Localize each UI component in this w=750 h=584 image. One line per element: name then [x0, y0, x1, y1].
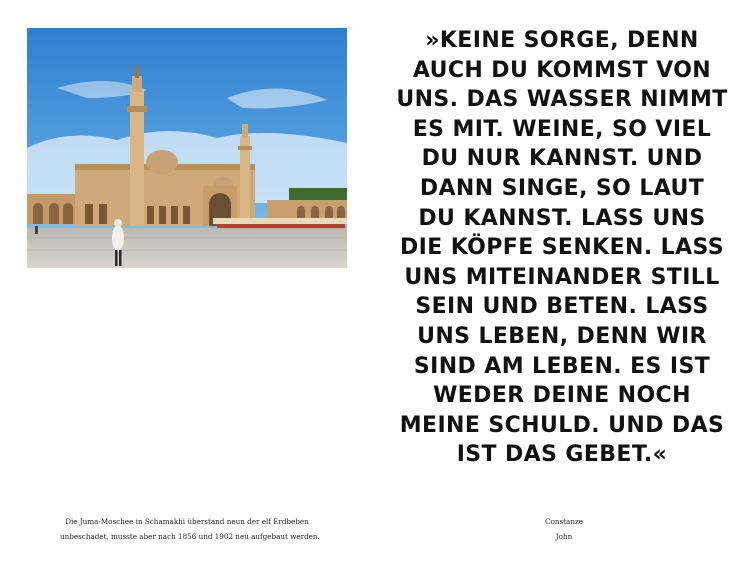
- quote-line: SIND AM LEBEN. ES IST: [413, 353, 711, 379]
- quote-line: DU KANNST. LASS UNS: [418, 205, 706, 231]
- author-credit: [500, 514, 628, 544]
- quote-line: DIE KÖPFE SENKEN. LASS: [399, 235, 725, 261]
- quote-line: AUCH DU KOMMST VON: [412, 57, 712, 83]
- mosque-photo: [27, 28, 347, 268]
- quote-line: UNS MITEINANDER STILL: [404, 264, 720, 290]
- quote-line: ES MIT. WEINE, SO VIEL: [412, 116, 712, 142]
- pull-quote: [392, 26, 732, 470]
- quote-line: IST DAS GEBET.«: [456, 442, 668, 468]
- author-last-name: John: [555, 532, 573, 541]
- author-first-name: Constanze: [545, 517, 583, 526]
- quote-line: DU NUR KANNST. UND: [421, 146, 703, 172]
- caption-line: unbeschadet, musste aber nach 1856 und 1902 neu aufgebaut werden.: [60, 532, 320, 541]
- quote-line: DANN SINGE, SO LAUT: [419, 175, 705, 201]
- photo-caption: [60, 514, 320, 544]
- quote-line: SEIN UND BETEN. LASS: [415, 294, 709, 320]
- quote-line: UNS. DAS WASSER NIMMT: [396, 87, 728, 113]
- quote-line: MEINE SCHULD. UND DAS: [399, 412, 725, 438]
- quote-line: UNS LEBEN, DENN WIR: [417, 323, 707, 349]
- quote-line: WEDER DEINE NOCH: [433, 383, 691, 409]
- quote-line: »KEINE SORGE, DENN: [425, 28, 699, 53]
- caption-line: Die Juma-Moschee in Schamakhi überstand neun der elf Erdbeben: [65, 517, 309, 526]
